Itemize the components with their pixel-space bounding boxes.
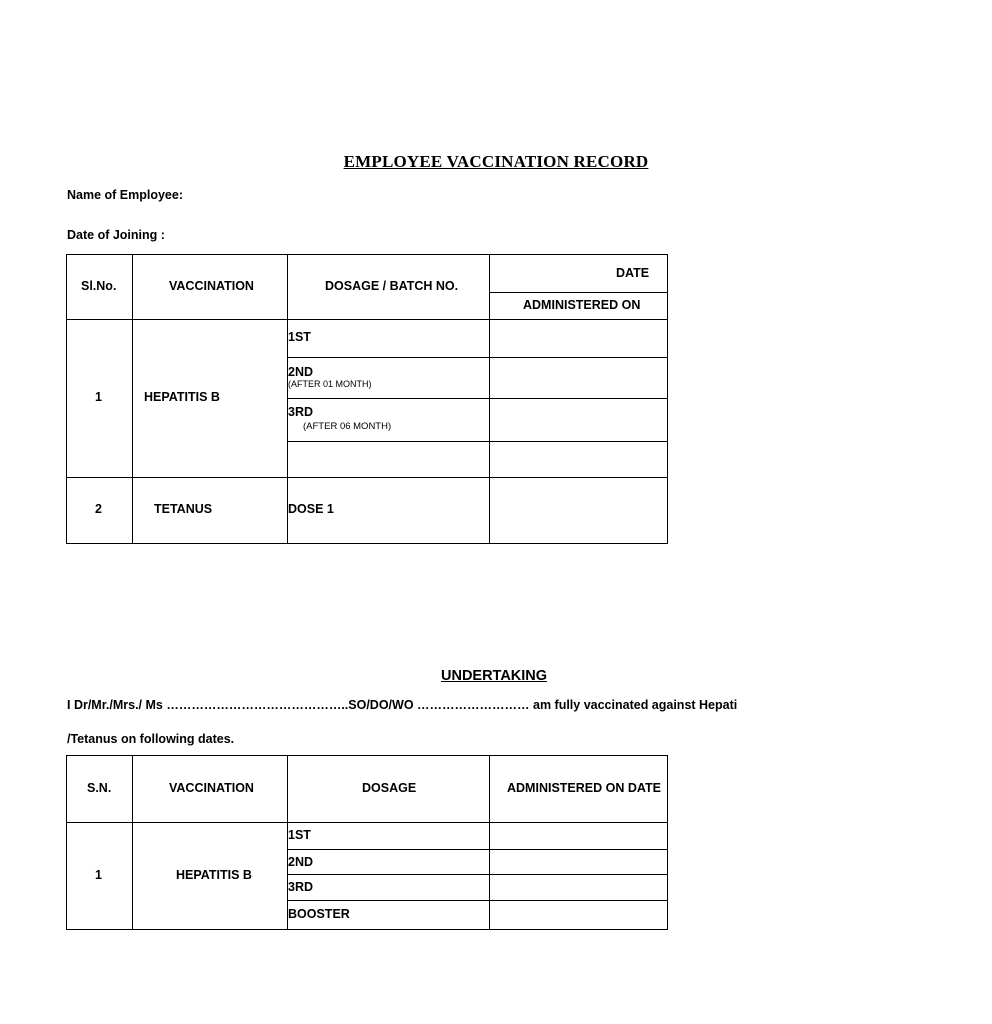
header2-vaccination: VACCINATION (169, 781, 254, 795)
date-field-extra[interactable] (490, 442, 667, 477)
page-title: EMPLOYEE VACCINATION RECORD (343, 152, 649, 171)
dose2-2nd: 2ND (288, 855, 314, 869)
dose2-1st: 1ST (288, 828, 311, 842)
undertaking-line-1: I Dr/Mr./Mrs./ Ms ……………………………………..SO/DO/WO ……………………… am fully vaccinated against Hepati (67, 698, 738, 712)
undertaking-line-2: /Tetanus on following dates. (67, 732, 235, 746)
date2-field-1st[interactable] (490, 823, 667, 849)
header-sl-no: Sl.No. (81, 279, 117, 293)
date-field-2nd[interactable] (490, 358, 667, 398)
row-1-sn: 1 (95, 390, 102, 404)
date2-field-3rd[interactable] (490, 875, 667, 900)
header-vaccination: VACCINATION (169, 279, 254, 293)
header-date: DATE (616, 266, 650, 280)
row-2-vaccine: TETANUS (154, 502, 213, 516)
dose2-3rd: 3RD (288, 880, 314, 894)
date-field-3rd[interactable] (490, 399, 667, 441)
row2-1-vaccine: HEPATITIS B (176, 868, 252, 882)
header-dosage-batch: DOSAGE / BATCH NO. (325, 279, 459, 293)
row-2-sn: 2 (95, 502, 102, 516)
dose2-booster: BOOSTER (288, 907, 350, 921)
date-field-tetanus[interactable] (490, 478, 667, 543)
dose-tetanus-1: DOSE 1 (288, 502, 334, 516)
header2-dosage: DOSAGE (362, 781, 417, 795)
dose-2nd: 2ND (288, 365, 314, 379)
dose-1st: 1ST (288, 330, 311, 344)
row-1-vaccine: HEPATITIS B (144, 390, 220, 404)
date-field-1st[interactable] (490, 320, 667, 357)
date2-field-booster[interactable] (490, 901, 667, 929)
date-of-joining-label: Date of Joining : (67, 228, 165, 242)
date2-field-2nd[interactable] (490, 850, 667, 874)
dose-2nd-note: (AFTER 01 MONTH) (288, 379, 372, 389)
header2-administered-on-date: ADMINISTERED ON DATE (507, 781, 661, 795)
row2-1-sn: 1 (95, 868, 102, 882)
dose-3rd-note: (AFTER 06 MONTH) (303, 421, 392, 432)
header2-sn: S.N. (87, 781, 112, 795)
undertaking-heading: UNDERTAKING (441, 668, 548, 684)
header-administered-on: ADMINISTERED ON (523, 298, 641, 312)
dose-3rd: 3RD (288, 405, 314, 419)
employee-name-label: Name of Employee: (67, 188, 184, 202)
